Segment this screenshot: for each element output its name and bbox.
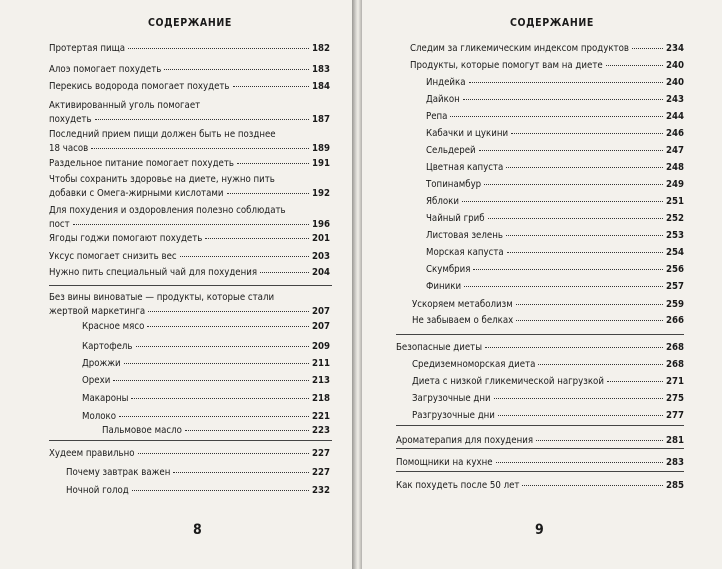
leader-dots	[233, 86, 309, 87]
leader-dots	[479, 150, 663, 151]
leader-dots	[113, 380, 309, 381]
book-spine	[352, 0, 362, 569]
toc-entry	[49, 447, 330, 461]
toc-entry-title: Сельдерей	[426, 145, 476, 156]
toc-entry	[412, 358, 684, 372]
toc-page-number: 192	[311, 188, 330, 199]
toc-entry	[426, 76, 684, 90]
toc-page-number: 207	[311, 321, 330, 332]
leader-dots	[227, 193, 309, 194]
toc-entry	[426, 127, 684, 141]
leader-dots	[516, 320, 663, 321]
toc-page-number: 268	[665, 342, 684, 353]
toc-entry	[426, 110, 684, 124]
toc-entry	[49, 63, 330, 77]
toc-page-number: 246	[665, 128, 684, 139]
toc-entry-title: Для похудения и оздоровления полезно соблюдать	[49, 205, 286, 216]
toc-entry-title: Протертая пища	[49, 43, 125, 54]
toc-entry-title: Чайный гриб	[426, 213, 485, 224]
toc-page-number: 257	[665, 281, 684, 292]
toc-entry	[426, 229, 684, 243]
toc-entry-title: Средиземноморская диета	[412, 359, 536, 370]
toc-entry-title: Уксус помогает снизить вес	[49, 251, 177, 262]
toc-entry	[410, 59, 684, 73]
toc-entry-title: Орехи	[82, 375, 111, 386]
toc-entry-title: Нужно пить специальный чай для похудения	[49, 267, 258, 278]
toc-entry	[49, 128, 330, 156]
toc-entry	[82, 340, 330, 354]
toc-entry-title: Кабачки и цукини	[426, 128, 509, 139]
toc-page-number: 268	[665, 359, 684, 370]
leader-dots	[164, 69, 309, 70]
toc-entry-title: Активированный уголь помогает	[49, 100, 201, 111]
leader-dots	[136, 346, 309, 347]
toc-page-number: 207	[311, 306, 330, 317]
toc-entry	[49, 291, 330, 319]
toc-entry	[412, 314, 684, 328]
toc-entry-title: Худеем правильно	[49, 448, 135, 459]
toc-page-number: 266	[665, 315, 684, 326]
toc-entry-title: Раздельное питание помогает похудеть	[49, 158, 234, 169]
leader-dots	[494, 398, 663, 399]
toc-entry	[49, 232, 330, 246]
toc-page-number: 189	[311, 143, 330, 154]
toc-page-number: 211	[311, 358, 330, 369]
leader-dots	[516, 304, 663, 305]
toc-entry-title: Перекись водорода помогает похудеть	[49, 81, 230, 92]
leader-dots	[488, 218, 663, 219]
toc-page-number: 281	[665, 435, 684, 446]
section-divider	[396, 448, 684, 449]
toc-entry-title: Ускоряем метаболизм	[412, 299, 513, 310]
toc-entry	[49, 42, 330, 56]
toc-entry	[49, 157, 330, 171]
toc-entry	[426, 246, 684, 260]
toc-page-number: 191	[311, 158, 330, 169]
toc-entry-title-cont: пост	[49, 219, 70, 230]
toc-entry-title: Ночной голод	[66, 485, 129, 496]
toc-entry	[49, 80, 330, 94]
leader-dots	[469, 82, 663, 83]
toc-entry-title: Дрожжи	[82, 358, 121, 369]
leader-dots	[173, 472, 309, 473]
toc-page-number: 271	[665, 376, 684, 387]
leader-dots	[147, 326, 309, 327]
toc-entry	[49, 204, 330, 232]
toc-page-number: 247	[665, 145, 684, 156]
toc-entry-title: Помощники на кухне	[396, 457, 493, 468]
toc-page-number: 209	[311, 341, 330, 352]
toc-entry-title: Не забываем о белках	[412, 315, 514, 326]
toc-page-number: 227	[311, 448, 330, 459]
toc-entry	[82, 374, 330, 388]
leader-dots	[507, 252, 663, 253]
toc-entry	[49, 173, 330, 201]
toc-entry	[396, 341, 684, 355]
toc-entry	[49, 99, 330, 127]
toc-entry	[49, 266, 330, 280]
leader-dots	[464, 286, 663, 287]
toc-entry	[426, 263, 684, 277]
toc-page-number: 252	[665, 213, 684, 224]
toc-entry	[410, 42, 684, 56]
toc-entry-title: Макароны	[82, 393, 129, 404]
page-header: СОДЕРЖАНИЕ	[148, 17, 232, 29]
toc-entry-title: Почему завтрак важен	[66, 467, 171, 478]
section-divider	[396, 471, 684, 472]
toc-entry-title-cont: жертвой маркетинга	[49, 306, 146, 317]
toc-entry-title: Алоэ помогает похудеть	[49, 64, 162, 75]
section-divider	[396, 334, 684, 335]
leader-dots	[536, 440, 663, 441]
toc-entry-title: Финики	[426, 281, 462, 292]
leader-dots	[180, 256, 309, 257]
toc-entry	[66, 484, 330, 498]
toc-entry-title: Как похудеть после 50 лет	[396, 480, 520, 491]
page-number: 9	[535, 522, 544, 538]
leader-dots	[462, 201, 663, 202]
toc-page-number: 256	[665, 264, 684, 275]
leader-dots	[131, 398, 309, 399]
leader-dots	[632, 48, 663, 49]
toc-page-number: 248	[665, 162, 684, 173]
toc-page-number: 203	[311, 251, 330, 262]
toc-page-number: 204	[311, 267, 330, 278]
toc-entry	[412, 392, 684, 406]
left-page	[0, 0, 352, 569]
toc-page-number: 277	[665, 410, 684, 421]
toc-entry	[426, 195, 684, 209]
leader-dots	[237, 163, 309, 164]
toc-page-number: 285	[665, 480, 684, 491]
toc-entry-title: Без вины виноватые — продукты, которые стали	[49, 292, 275, 303]
toc-page-number: 221	[311, 411, 330, 422]
page-number: 8	[193, 522, 202, 538]
toc-entry-title: Разгрузочные дни	[412, 410, 495, 421]
leader-dots	[463, 99, 663, 100]
toc-entry	[66, 466, 330, 480]
leader-dots	[128, 48, 309, 49]
leader-dots	[538, 364, 663, 365]
leader-dots	[511, 133, 663, 134]
toc-entry	[82, 320, 330, 334]
toc-entry	[82, 410, 330, 424]
toc-entry-title: Последний прием пищи должен быть не позднее	[49, 129, 276, 140]
toc-entry-title: Пальмовое масло	[102, 425, 182, 436]
leader-dots	[473, 269, 663, 270]
toc-entry	[82, 392, 330, 406]
toc-entry	[426, 93, 684, 107]
toc-page-number: 187	[311, 114, 330, 125]
toc-entry	[49, 250, 330, 264]
toc-entry-title: Скумбрия	[426, 264, 471, 275]
leader-dots	[185, 430, 309, 431]
page-header: СОДЕРЖАНИЕ	[510, 17, 594, 29]
toc-entry-title: Продукты, которые помогут вам на диете	[410, 60, 603, 71]
toc-entry	[396, 456, 684, 470]
toc-entry-title: Диета с низкой гликемической нагрузкой	[412, 376, 604, 387]
toc-entry-title: Ягоды годжи помогают похудеть	[49, 233, 203, 244]
toc-page-number: 240	[665, 77, 684, 88]
toc-entry-title-cont: 18 часов	[49, 143, 89, 154]
leader-dots	[522, 485, 663, 486]
toc-entry-title: Индейка	[426, 77, 466, 88]
leader-dots	[485, 347, 663, 348]
toc-entry-title: Следим за гликемическим индексом продуктов	[410, 43, 629, 54]
section-divider	[49, 285, 332, 286]
toc-entry-title: Загрузочные дни	[412, 393, 491, 404]
leader-dots	[450, 116, 663, 117]
toc-page-number: 223	[311, 425, 330, 436]
leader-dots	[138, 453, 309, 454]
toc-entry-title: Листовая зелень	[426, 230, 503, 241]
toc-entry	[396, 479, 684, 493]
toc-page-number: 201	[311, 233, 330, 244]
leader-dots	[260, 272, 309, 273]
toc-page-number: 213	[311, 375, 330, 386]
toc-entry	[412, 298, 684, 312]
toc-page-number: 253	[665, 230, 684, 241]
leader-dots	[205, 238, 309, 239]
toc-page-number: 283	[665, 457, 684, 468]
leader-dots	[496, 462, 663, 463]
toc-entry	[426, 178, 684, 192]
toc-entry	[396, 434, 684, 448]
toc-page-number: 183	[311, 64, 330, 75]
toc-entry	[426, 161, 684, 175]
toc-entry-title: Чтобы сохранить здоровье на диете, нужно пить	[49, 174, 275, 185]
leader-dots	[606, 65, 663, 66]
toc-entry-title: Молоко	[82, 411, 117, 422]
toc-entry-title: Яблоки	[426, 196, 459, 207]
toc-entry-title: Репа	[426, 111, 448, 122]
toc-page-number: 240	[665, 60, 684, 71]
leader-dots	[498, 415, 663, 416]
toc-entry-title: Цветная капуста	[426, 162, 504, 173]
toc-entry	[82, 357, 330, 371]
toc-entry-title: Морская капуста	[426, 247, 504, 258]
toc-entry-title: Топинамбур	[426, 179, 482, 190]
leader-dots	[132, 490, 309, 491]
toc-entry-title: Дайкон	[426, 94, 460, 105]
toc-page-number: 232	[311, 485, 330, 496]
toc-entry	[412, 375, 684, 389]
toc-entry-title: Безопасные диеты	[396, 342, 483, 353]
toc-page-number: 249	[665, 179, 684, 190]
section-divider	[49, 440, 332, 441]
toc-entry-title-cont: похудеть	[49, 114, 92, 125]
leader-dots	[484, 184, 663, 185]
leader-dots	[73, 224, 309, 225]
leader-dots	[506, 167, 663, 168]
toc-entry-title: Ароматерапия для похудения	[396, 435, 534, 446]
toc-page-number: 218	[311, 393, 330, 404]
toc-page-number: 254	[665, 247, 684, 258]
right-page	[362, 0, 722, 569]
toc-page-number: 275	[665, 393, 684, 404]
toc-entry	[426, 212, 684, 226]
toc-page-number: 243	[665, 94, 684, 105]
leader-dots	[607, 381, 663, 382]
toc-page-number: 196	[311, 219, 330, 230]
toc-entry-title: Красное мясо	[82, 321, 145, 332]
toc-entry	[426, 280, 684, 294]
leader-dots	[506, 235, 663, 236]
toc-entry	[426, 144, 684, 158]
toc-entry-title-cont: добавки с Омега-жирными кислотами	[49, 188, 224, 199]
leader-dots	[95, 119, 309, 120]
toc-page-number: 182	[311, 43, 330, 54]
leader-dots	[119, 416, 309, 417]
toc-entry	[412, 409, 684, 423]
leader-dots	[148, 311, 309, 312]
toc-page-number: 184	[311, 81, 330, 92]
section-divider	[396, 425, 684, 426]
toc-entry	[102, 424, 330, 438]
leader-dots	[124, 363, 309, 364]
leader-dots	[91, 148, 309, 149]
toc-page-number: 227	[311, 467, 330, 478]
toc-page-number: 251	[665, 196, 684, 207]
toc-page-number: 259	[665, 299, 684, 310]
toc-page-number: 244	[665, 111, 684, 122]
toc-entry-title: Картофель	[82, 341, 133, 352]
toc-page-number: 234	[665, 43, 684, 54]
